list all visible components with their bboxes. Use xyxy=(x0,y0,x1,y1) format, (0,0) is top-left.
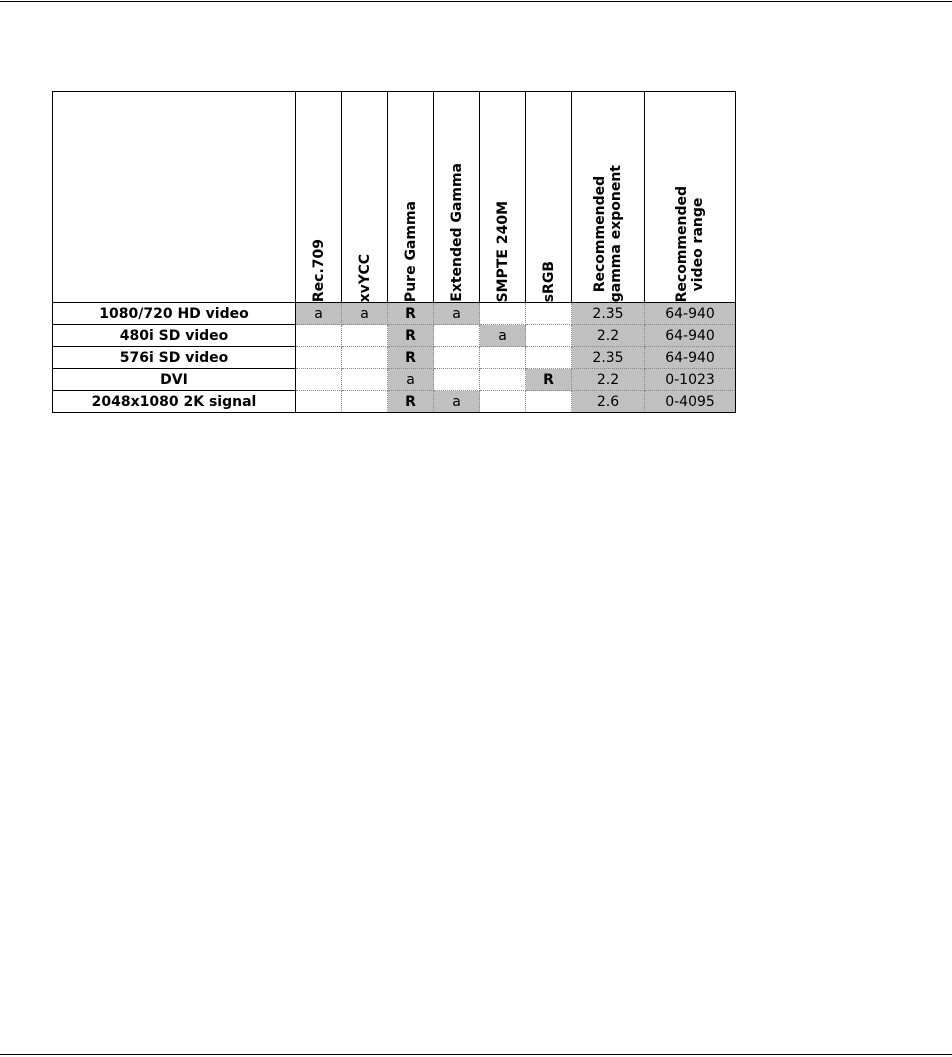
table-row xyxy=(53,391,736,413)
table-cell: 64-940 xyxy=(645,347,736,369)
table-cell xyxy=(296,369,342,391)
row-label: 480i SD video xyxy=(53,325,296,347)
column-header: Recommended gamma exponent xyxy=(572,92,645,303)
table-cell: 2.35 xyxy=(572,303,645,325)
column-header: Rec.709 xyxy=(296,92,342,303)
row-label: 1080/720 HD video xyxy=(53,303,296,325)
table-cell xyxy=(342,347,388,369)
table-row xyxy=(53,303,736,325)
column-header: Pure Gamma xyxy=(388,92,434,303)
table-row xyxy=(53,347,736,369)
table-cell xyxy=(342,325,388,347)
table-cell xyxy=(434,325,480,347)
table-cell: a xyxy=(342,303,388,325)
table-cell: a xyxy=(434,391,480,413)
table-cell xyxy=(296,347,342,369)
table-cell xyxy=(526,303,572,325)
table-cell: R xyxy=(388,325,434,347)
table-cell xyxy=(296,391,342,413)
table-cell: 0-1023 xyxy=(645,369,736,391)
bottom-rule xyxy=(0,1054,952,1055)
row-label: DVI xyxy=(53,369,296,391)
table-cell xyxy=(480,347,526,369)
table-cell xyxy=(480,303,526,325)
table-cell xyxy=(342,391,388,413)
table-cell: 0-4095 xyxy=(645,391,736,413)
table-cell: R xyxy=(388,347,434,369)
column-header: Extended Gamma xyxy=(434,92,480,303)
table-cell xyxy=(434,347,480,369)
table-row xyxy=(53,369,736,391)
table-cell: 2.6 xyxy=(572,391,645,413)
table-cell xyxy=(526,391,572,413)
top-rule xyxy=(0,1,952,2)
table-cell xyxy=(342,369,388,391)
table-cell xyxy=(526,347,572,369)
table-cell: R xyxy=(388,303,434,325)
table-cell: 2.2 xyxy=(572,369,645,391)
table-header-row xyxy=(53,92,736,303)
table-cell: R xyxy=(388,391,434,413)
table-cell: a xyxy=(434,303,480,325)
table-cell: a xyxy=(480,325,526,347)
table-cell: a xyxy=(388,369,434,391)
row-label: 576i SD video xyxy=(53,347,296,369)
table-cell: R xyxy=(526,369,572,391)
column-header: SMPTE 240M xyxy=(480,92,526,303)
table-cell xyxy=(434,369,480,391)
gamma-standards-table xyxy=(52,91,736,413)
table-cell: 2.35 xyxy=(572,347,645,369)
column-header: Recommended video range xyxy=(645,92,736,303)
row-label: 2048x1080 2K signal xyxy=(53,391,296,413)
table-row xyxy=(53,325,736,347)
column-header: sRGB xyxy=(526,92,572,303)
table-cell: 64-940 xyxy=(645,303,736,325)
column-header: xvYCC xyxy=(342,92,388,303)
table-cell: 64-940 xyxy=(645,325,736,347)
table-cell xyxy=(526,325,572,347)
table-corner-cell xyxy=(53,92,296,303)
table-cell xyxy=(480,391,526,413)
table-body xyxy=(53,303,736,413)
table-cell: a xyxy=(296,303,342,325)
table-cell: 2.2 xyxy=(572,325,645,347)
table-cell xyxy=(480,369,526,391)
table-cell xyxy=(296,325,342,347)
